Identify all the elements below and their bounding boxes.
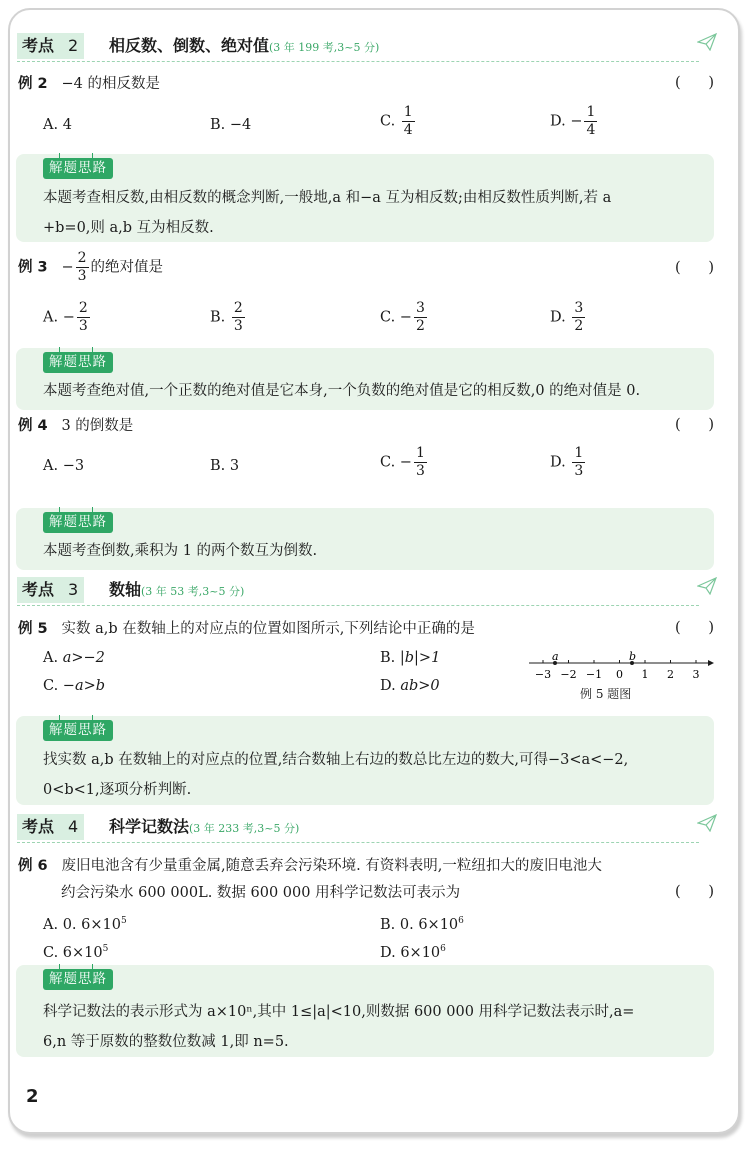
- option-d: D. ab>0: [380, 678, 440, 694]
- solution-idea-box: [16, 965, 714, 1057]
- option-c: C. −a>b: [43, 678, 106, 694]
- section-title: 相反数、倒数、绝对值(3 年 199 考,3~5 分): [109, 36, 380, 55]
- section-tag: 考点 4: [17, 814, 84, 840]
- solution-idea-box: [16, 508, 714, 570]
- option-b: B. 3: [210, 458, 240, 474]
- paper-plane-icon: [697, 577, 717, 595]
- fraction: $\frac{2}{3}$: [233, 300, 243, 334]
- option-a: A. −3: [43, 458, 85, 474]
- option-c: C. $\frac{1}{4}$: [380, 104, 413, 138]
- number-line-tick-label: 2: [667, 668, 674, 681]
- number-line-tick-label: 0: [616, 668, 623, 681]
- option-c: C. − $\frac{3}{2}$: [380, 300, 425, 334]
- point-b-label: b: [629, 650, 637, 663]
- answer-parentheses: ( ): [675, 417, 714, 433]
- section-note: (3 年 233 考,3~5 分): [189, 822, 300, 835]
- section-note: (3 年 199 考,3~5 分): [269, 41, 380, 54]
- fraction: $\frac{2}{3}$: [78, 300, 88, 334]
- fraction: $\frac{2}{3}$: [77, 250, 87, 284]
- section-tag: 考点 3: [17, 577, 84, 603]
- solution-idea-badge: 解题思路: [43, 352, 113, 373]
- paper-plane-icon: [697, 814, 717, 832]
- number-line-arrow: [708, 660, 714, 666]
- point-a-label: a: [552, 650, 559, 663]
- option-c: C. $6\times 10^5$: [43, 944, 109, 961]
- answer-parentheses: ( ): [675, 620, 714, 636]
- option-d: D. $\frac{1}{3}$: [550, 445, 584, 479]
- option-b: B. |b|>1: [380, 650, 441, 666]
- section-header-3: [17, 577, 717, 605]
- section-note: (3 年 53 考,3~5 分): [141, 585, 245, 598]
- page-number: 2: [26, 1086, 39, 1107]
- number-line-figure: [525, 648, 717, 682]
- solution-idea-badge: 解题思路: [43, 720, 113, 741]
- answer-parentheses: ( ): [675, 884, 714, 900]
- number-line-tick-label: −2: [560, 668, 577, 681]
- section-header-4: [17, 814, 717, 842]
- figure-caption: 例 5 题图: [580, 687, 632, 701]
- solution-idea-text: 本题考查绝对值,一个正数的绝对值是它本身,一个负数的绝对值是它的相反数,0 的绝对值是 0.: [43, 383, 641, 399]
- fraction: $\frac{1}{3}$: [415, 445, 425, 479]
- solution-idea-box: [16, 154, 714, 242]
- section-tag: 考点 2: [17, 33, 84, 59]
- option-a: A. − $\frac{2}{3}$: [43, 300, 88, 334]
- option-b: B. −4: [210, 117, 252, 133]
- fraction: $\frac{3}{2}$: [574, 300, 584, 334]
- number-line-tick-label: 3: [692, 668, 700, 681]
- option-b: B. $\frac{2}{3}$: [210, 300, 243, 334]
- example-6-question: 例 6 废旧电池含有少量重金属,随意丢弃会污染环境. 有资料表明,一粒纽扣大的废旧电池大 约会污染水 600 000L. 数据 600 000 用科学记数法可表示为: [18, 858, 602, 901]
- section-header-2: [17, 33, 717, 61]
- option-d: D. $\frac{3}{2}$: [550, 300, 584, 334]
- option-a: A. 0. $6\times 10^5$: [43, 916, 127, 933]
- number-line-tick-label: 1: [641, 668, 649, 681]
- example-5-question: 例 5 实数 a,b 在数轴上的对应点的位置如图所示,下列结论中正确的是: [18, 621, 475, 637]
- fraction: $\frac{1}{4}$: [403, 104, 413, 138]
- option-d: D. $6\times 10^6$: [380, 944, 446, 961]
- solution-idea-text: 本题考查倒数,乘积为 1 的两个数互为倒数.: [43, 543, 318, 559]
- solution-idea-text: 本题考查相反数,由相反数的概念判断,一般地,a 和−a 互为相反数;由相反数性质判断,若 a +b=0,则 a,b 互为相反数.: [43, 190, 612, 236]
- solution-idea-badge: 解题思路: [43, 512, 113, 533]
- option-d: D. − $\frac{1}{4}$: [550, 104, 596, 138]
- solution-idea-text: 找实数 a,b 在数轴上的对应点的位置,结合数轴上右边的数总比左边的数大,可得−3<a<−2, 0<b<1,逐项分析判断.: [43, 752, 629, 798]
- paper-plane-icon: [697, 33, 717, 51]
- solution-idea-box: [16, 348, 714, 410]
- section-title: 数轴(3 年 53 考,3~5 分): [109, 580, 245, 599]
- option-a: A. a>−2: [43, 650, 105, 666]
- section-title: 科学记数法(3 年 233 考,3~5 分): [109, 817, 300, 836]
- example-3-question: 例 3 − $\frac{2}{3}$ 的绝对值是: [18, 250, 164, 284]
- option-b: B. 0. $6\times 10^6$: [380, 916, 464, 933]
- answer-parentheses: ( ): [675, 75, 714, 91]
- solution-idea-badge: 解题思路: [43, 969, 113, 990]
- fraction: $\frac{1}{3}$: [574, 445, 584, 479]
- solution-idea-text: 科学记数法的表示形式为 a×10ⁿ,其中 1≤|a|<10,则数据 600 000 用科学记数法表示时,a= 6,n 等于原数的整数位数减 1,即 n=5.: [43, 1004, 635, 1050]
- number-line-tick-label: −3: [534, 668, 552, 681]
- answer-parentheses: ( ): [675, 260, 714, 276]
- number-line-tick-label: −1: [585, 668, 603, 681]
- solution-idea-box: [16, 716, 714, 805]
- option-c: C. − $\frac{1}{3}$: [380, 445, 425, 479]
- example-2-question: 例 2 −4 的相反数是: [18, 76, 160, 92]
- example-4-question: 例 4 3 的倒数是: [18, 418, 134, 434]
- fraction: $\frac{3}{2}$: [415, 300, 425, 334]
- solution-idea-badge: 解题思路: [43, 158, 113, 179]
- fraction: $\frac{1}{4}$: [586, 104, 596, 138]
- option-a: A. 4: [43, 117, 72, 133]
